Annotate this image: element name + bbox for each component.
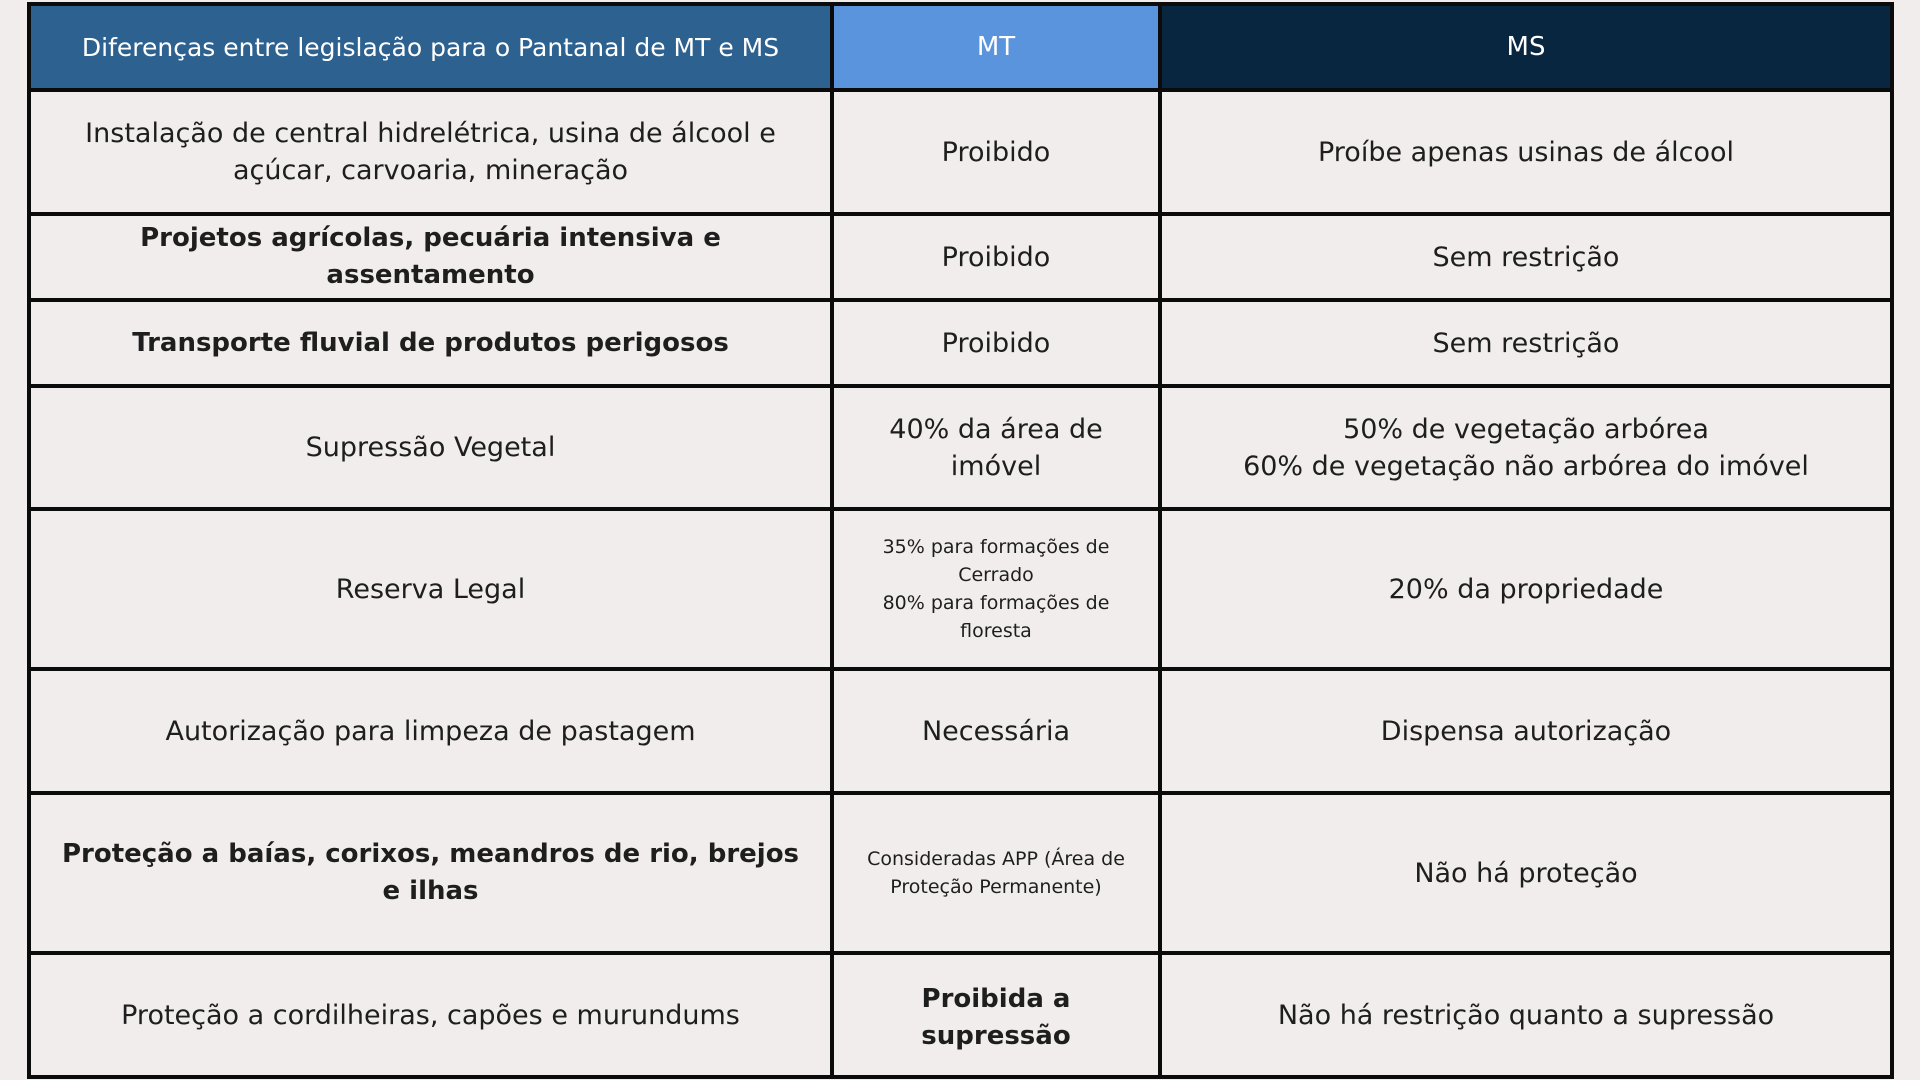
ms-line: Dispensa autorização: [1380, 715, 1672, 747]
mt-line: Proibida a supressão: [921, 984, 1071, 1051]
topic-cell: [29, 90, 832, 214]
topic-line: Proteção a cordilheiras, capões e murundums: [121, 999, 740, 1031]
table-row: [29, 793, 1892, 953]
mt-cell: [832, 90, 1160, 214]
header-mt-cell: MT: [832, 4, 1160, 90]
table-row: [29, 669, 1892, 793]
ms-line: 50% de vegetação arbórea: [1343, 413, 1709, 445]
topic-line: Supressão Vegetal: [305, 432, 556, 463]
table-row: [29, 90, 1892, 214]
table-header: [29, 4, 1892, 90]
mt-line: 40% da área de: [889, 413, 1103, 445]
table-row: [29, 509, 1892, 669]
ms-line: Não há proteção: [1414, 857, 1638, 889]
topic-cell: [29, 386, 832, 509]
table-row: [29, 214, 1892, 300]
topic-line: Reserva Legal: [335, 573, 526, 605]
mt-cell: [832, 300, 1160, 386]
topic-line: Transporte fluvial de produtos perigosos: [132, 327, 729, 358]
ms-line: Não há restrição quanto a supressão: [1277, 999, 1775, 1031]
topic-line: Proteção a baías, corixos, meandros de rio, brejos e ilhas: [61, 839, 800, 906]
topic-cell: [29, 509, 832, 669]
legislation-comparison-table: [27, 2, 1894, 1079]
mt-line: Cerrado: [958, 564, 1034, 586]
topic-line: Projetos agrícolas, pecuária intensiva e assentamento: [140, 223, 721, 290]
ms-cell: [1160, 509, 1892, 669]
mt-line: Proibido: [941, 241, 1051, 273]
mt-line: floresta: [960, 620, 1032, 642]
mt-line: Proteção Permanente): [890, 876, 1102, 898]
mt-line: Proibido: [941, 327, 1051, 359]
ms-cell: [1160, 386, 1892, 509]
header-ms-cell: MS: [1160, 4, 1892, 90]
topic-cell: [29, 300, 832, 386]
ms-cell: [1160, 214, 1892, 300]
topic-cell: [29, 953, 832, 1077]
topic-line: açúcar, carvoaria, mineração: [232, 155, 629, 186]
topic-line: Instalação de central hidrelétrica, usina de álcool e: [85, 118, 776, 149]
ms-line: Sem restrição: [1432, 241, 1620, 273]
ms-cell: [1160, 793, 1892, 953]
table-row: [29, 300, 1892, 386]
ms-cell: [1160, 953, 1892, 1077]
mt-line: Consideradas APP (Área de: [867, 848, 1125, 870]
header-row: [29, 4, 1892, 90]
ms-line: 20% da propriedade: [1388, 573, 1664, 605]
header-topic-cell: Diferenças entre legislação para o Pantanal de MT e MS: [29, 4, 832, 90]
ms-line: Proíbe apenas usinas de álcool: [1317, 136, 1735, 168]
table-row: [29, 953, 1892, 1077]
ms-cell: [1160, 90, 1892, 214]
mt-line: 35% para formações de: [882, 536, 1110, 558]
topic-cell: [29, 793, 832, 953]
mt-line: Necessária: [921, 715, 1071, 747]
mt-line: Proibido: [941, 136, 1051, 168]
mt-cell: [832, 953, 1160, 1077]
mt-cell: [832, 214, 1160, 300]
mt-cell: [832, 793, 1160, 953]
ms-cell: [1160, 300, 1892, 386]
mt-line: imóvel: [950, 450, 1042, 482]
mt-line: 80% para formações de: [882, 592, 1110, 614]
mt-cell: [832, 669, 1160, 793]
table-body: [29, 90, 1892, 1077]
ms-line: Sem restrição: [1432, 327, 1620, 359]
topic-line: Autorização para limpeza de pastagem: [165, 715, 696, 747]
comparison-table-container: [27, 2, 1890, 1079]
topic-cell: [29, 669, 832, 793]
ms-cell: [1160, 669, 1892, 793]
ms-line: 60% de vegetação não arbórea do imóvel: [1243, 450, 1809, 482]
table-row: [29, 386, 1892, 509]
mt-cell: [832, 509, 1160, 669]
topic-cell: [29, 214, 832, 300]
mt-cell: [832, 386, 1160, 509]
